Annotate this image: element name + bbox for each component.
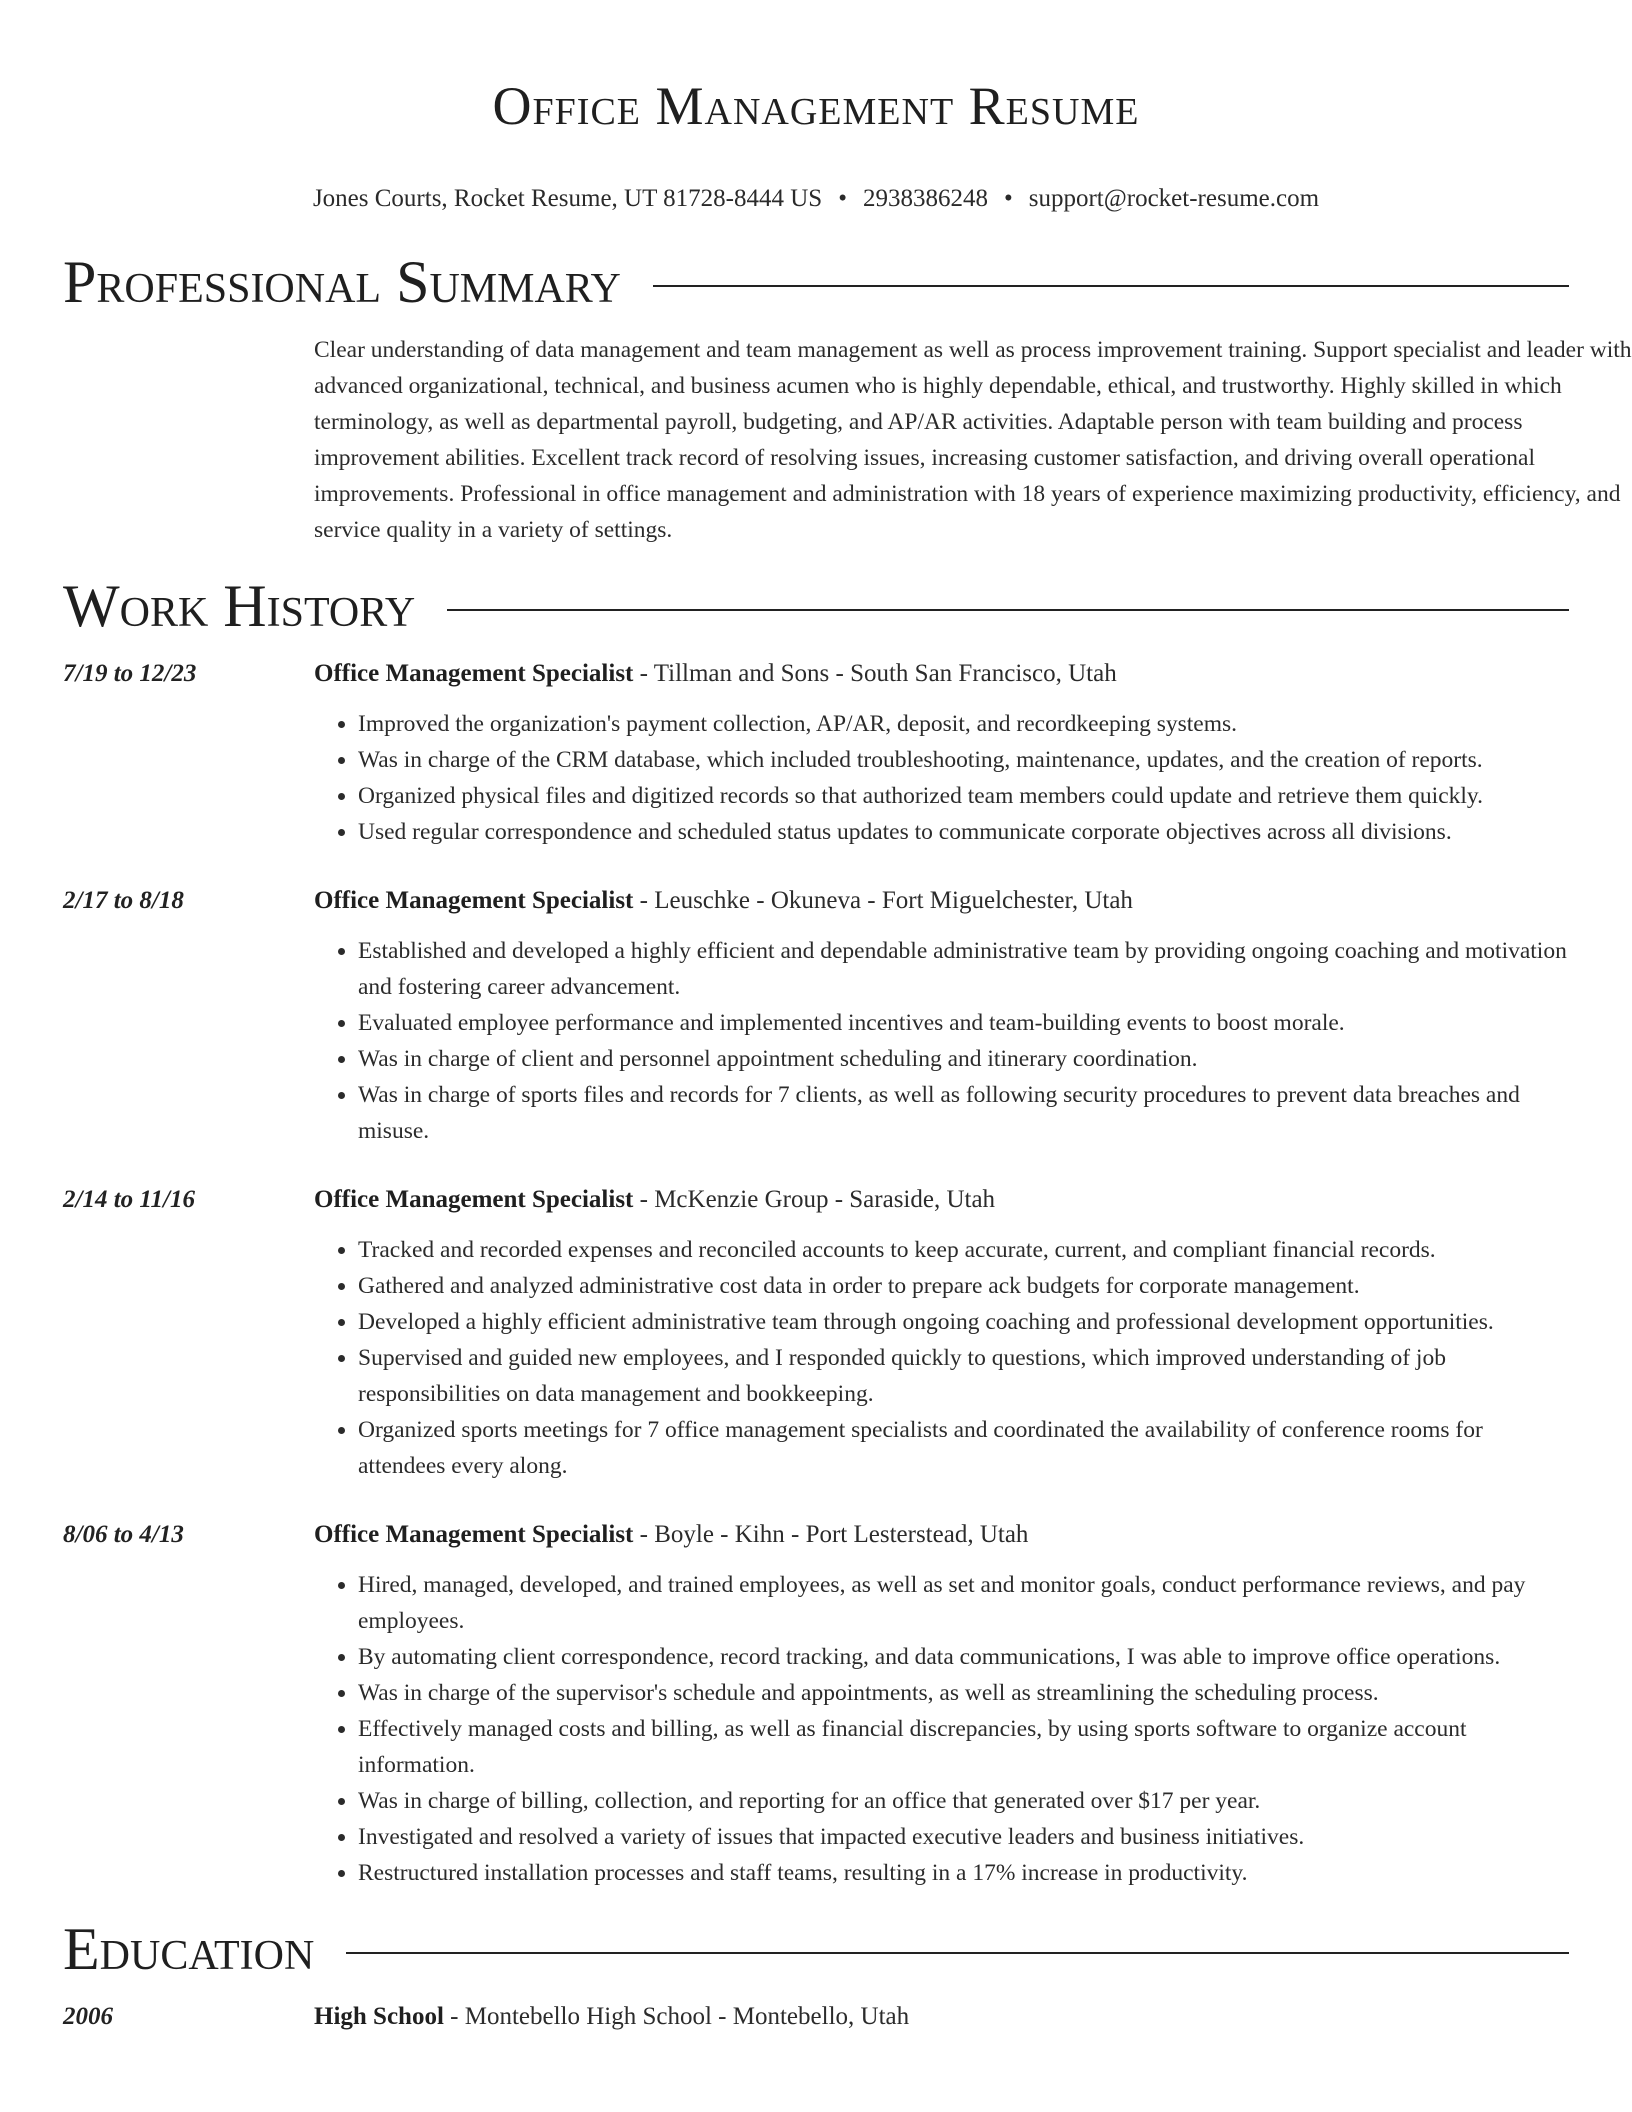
section-title: Education: [63, 1916, 315, 1982]
job-bullets: [314, 1232, 1569, 1484]
job-bullet: • Hired, managed, developed, and trained employees, as well as set and monitor goals, conduct performance reviews, and pay employees.: [358, 1567, 1569, 1639]
job-body: [314, 883, 1569, 1149]
section-divider: [653, 285, 1569, 287]
job-bullet: • Was in charge of billing, collection, and reporting for an office that generated over $17 per year.: [358, 1783, 1569, 1819]
job-entry: [63, 1182, 1569, 1484]
contact-separator: •: [1003, 185, 1013, 212]
job-title: Office Management Specialist: [314, 1186, 634, 1213]
job-bullets: [314, 933, 1569, 1149]
job-bullet: • Effectively managed costs and billing, as well as financial discrepancies, by using sports software to organize account information.: [358, 1711, 1569, 1783]
job-entry: [63, 656, 1569, 850]
job-bullet: • Investigated and resolved a variety of issues that impacted executive leaders and business initiatives.: [358, 1819, 1569, 1855]
job-body: [314, 1517, 1569, 1891]
education-entry: [63, 1999, 1569, 2035]
job-bullet: • Gathered and analyzed administrative cost data in order to prepare ack budgets for corporate management.: [358, 1268, 1569, 1304]
job-dates: 2/17 to 8/18: [63, 887, 184, 914]
job-bullet: • Improved the organization's payment collection, AP/AR, deposit, and recordkeeping systems.: [358, 706, 1569, 742]
job-details: - McKenzie Group - Saraside, Utah: [633, 1186, 996, 1213]
summary-text: Clear understanding of data management and team management as well as process improvement training. Support specialist and leader with advanced organizational, technical, and business acumen who is highly dependable, ethical, and trustworthy. Highly skilled in which terminology, as well as departmental payroll, budgeting, and AP/AR activities. Adaptable person with team building and process improvement abilities. Excellent track record of resolving issues, increasing customer satisfaction, and driving overall operational improvements. Professional in office management and administration with 18 years of experience maximizing productivity, efficiency, and service quality in a variety of settings.: [314, 337, 1632, 543]
job-headline: [314, 1517, 1569, 1553]
section-title: Work History: [63, 573, 416, 639]
job-bullet: • Was in charge of client and personnel appointment scheduling and itinerary coordination.: [358, 1041, 1569, 1077]
job-details: - Boyle - Kihn - Port Lesterstead, Utah: [633, 1521, 1029, 1548]
job-details: - Leuschke - Okuneva - Fort Miguelchester, Utah: [633, 887, 1133, 914]
job-details: - Tillman and Sons - South San Francisco, Utah: [633, 660, 1117, 687]
education-year: 2006: [63, 2003, 113, 2030]
section-title: Professional Summary: [63, 249, 621, 315]
job-bullet: • Developed a highly efficient administrative team through ongoing coaching and professional development opportunities.: [358, 1304, 1569, 1340]
section-heading-summary: [63, 246, 1569, 318]
job-body: [314, 1182, 1569, 1484]
resume-title: Office Management Resume: [492, 76, 1140, 136]
job-bullet: • Established and developed a highly efficient and dependable administrative team by providing ongoing coaching and motivation and fostering career advancement.: [358, 933, 1569, 1005]
job-bullet: • Was in charge of the CRM database, which included troubleshooting, maintenance, updates, and the creation of reports.: [358, 742, 1569, 778]
job-bullets: [314, 706, 1569, 850]
contact-email: support@rocket-resume.com: [1028, 185, 1320, 212]
job-bullet: • By automating client correspondence, record tracking, and data communications, I was able to improve office operations.: [358, 1639, 1569, 1675]
job-dates: 7/19 to 12/23: [63, 660, 197, 687]
job-bullet: • Was in charge of sports files and records for 7 clients, as well as following security procedures to prevent data breaches and misuse.: [358, 1077, 1569, 1149]
job-bullet: • Restructured installation processes and staff teams, resulting in a 17% increase in productivity.: [358, 1855, 1569, 1891]
job-title: Office Management Specialist: [314, 660, 634, 687]
section-heading-education: [63, 1913, 1569, 1985]
job-headline: [314, 1182, 1569, 1218]
job-entry: [63, 883, 1569, 1149]
section-divider: [447, 609, 1569, 611]
contact-separator: •: [838, 185, 847, 212]
section-divider: [346, 1952, 1569, 1954]
job-bullet: • Was in charge of the supervisor's schedule and appointments, as well as streamlining the scheduling process.: [358, 1675, 1569, 1711]
job-bullet: • Organized physical files and digitized records so that authorized team members could update and retrieve them quickly.: [358, 778, 1569, 814]
education-degree: High School: [314, 2003, 444, 2030]
job-bullet: • Evaluated employee performance and implemented incentives and team-building events to boost morale.: [358, 1005, 1569, 1041]
job-bullet: • Supervised and guided new employees, and I responded quickly to questions, which improved understanding of job responsibilities on data management and bookkeeping.: [358, 1340, 1569, 1412]
contact-address: Jones Courts, Rocket Resume, UT 81728-8444 US: [312, 185, 823, 212]
job-bullet: • Tracked and recorded expenses and reconciled accounts to keep accurate, current, and compliant financial records.: [358, 1232, 1569, 1268]
job-dates: 2/14 to 11/16: [63, 1186, 195, 1213]
contact-phone: 2938386248: [862, 185, 988, 212]
job-title: Office Management Specialist: [314, 887, 634, 914]
job-bullets: [314, 1567, 1569, 1891]
job-body: [314, 656, 1569, 850]
job-entry: [63, 1517, 1569, 1891]
education-headline: [314, 1999, 1569, 2035]
job-dates: 8/06 to 4/13: [63, 1521, 184, 1548]
job-headline: [314, 883, 1569, 919]
section-heading-work-history: [63, 570, 1569, 642]
job-bullet: • Organized sports meetings for 7 office management specialists and coordinated the availability of conference rooms for attendees every along.: [358, 1412, 1569, 1484]
job-headline: [314, 656, 1569, 692]
education-body: [314, 1999, 1569, 2035]
contact-line: [63, 182, 1569, 216]
job-bullet: • Used regular correspondence and scheduled status updates to communicate corporate objectives across all divisions.: [358, 814, 1569, 850]
education-details: - Montebello High School - Montebello, Utah: [443, 2003, 910, 2030]
job-title: Office Management Specialist: [314, 1521, 634, 1548]
